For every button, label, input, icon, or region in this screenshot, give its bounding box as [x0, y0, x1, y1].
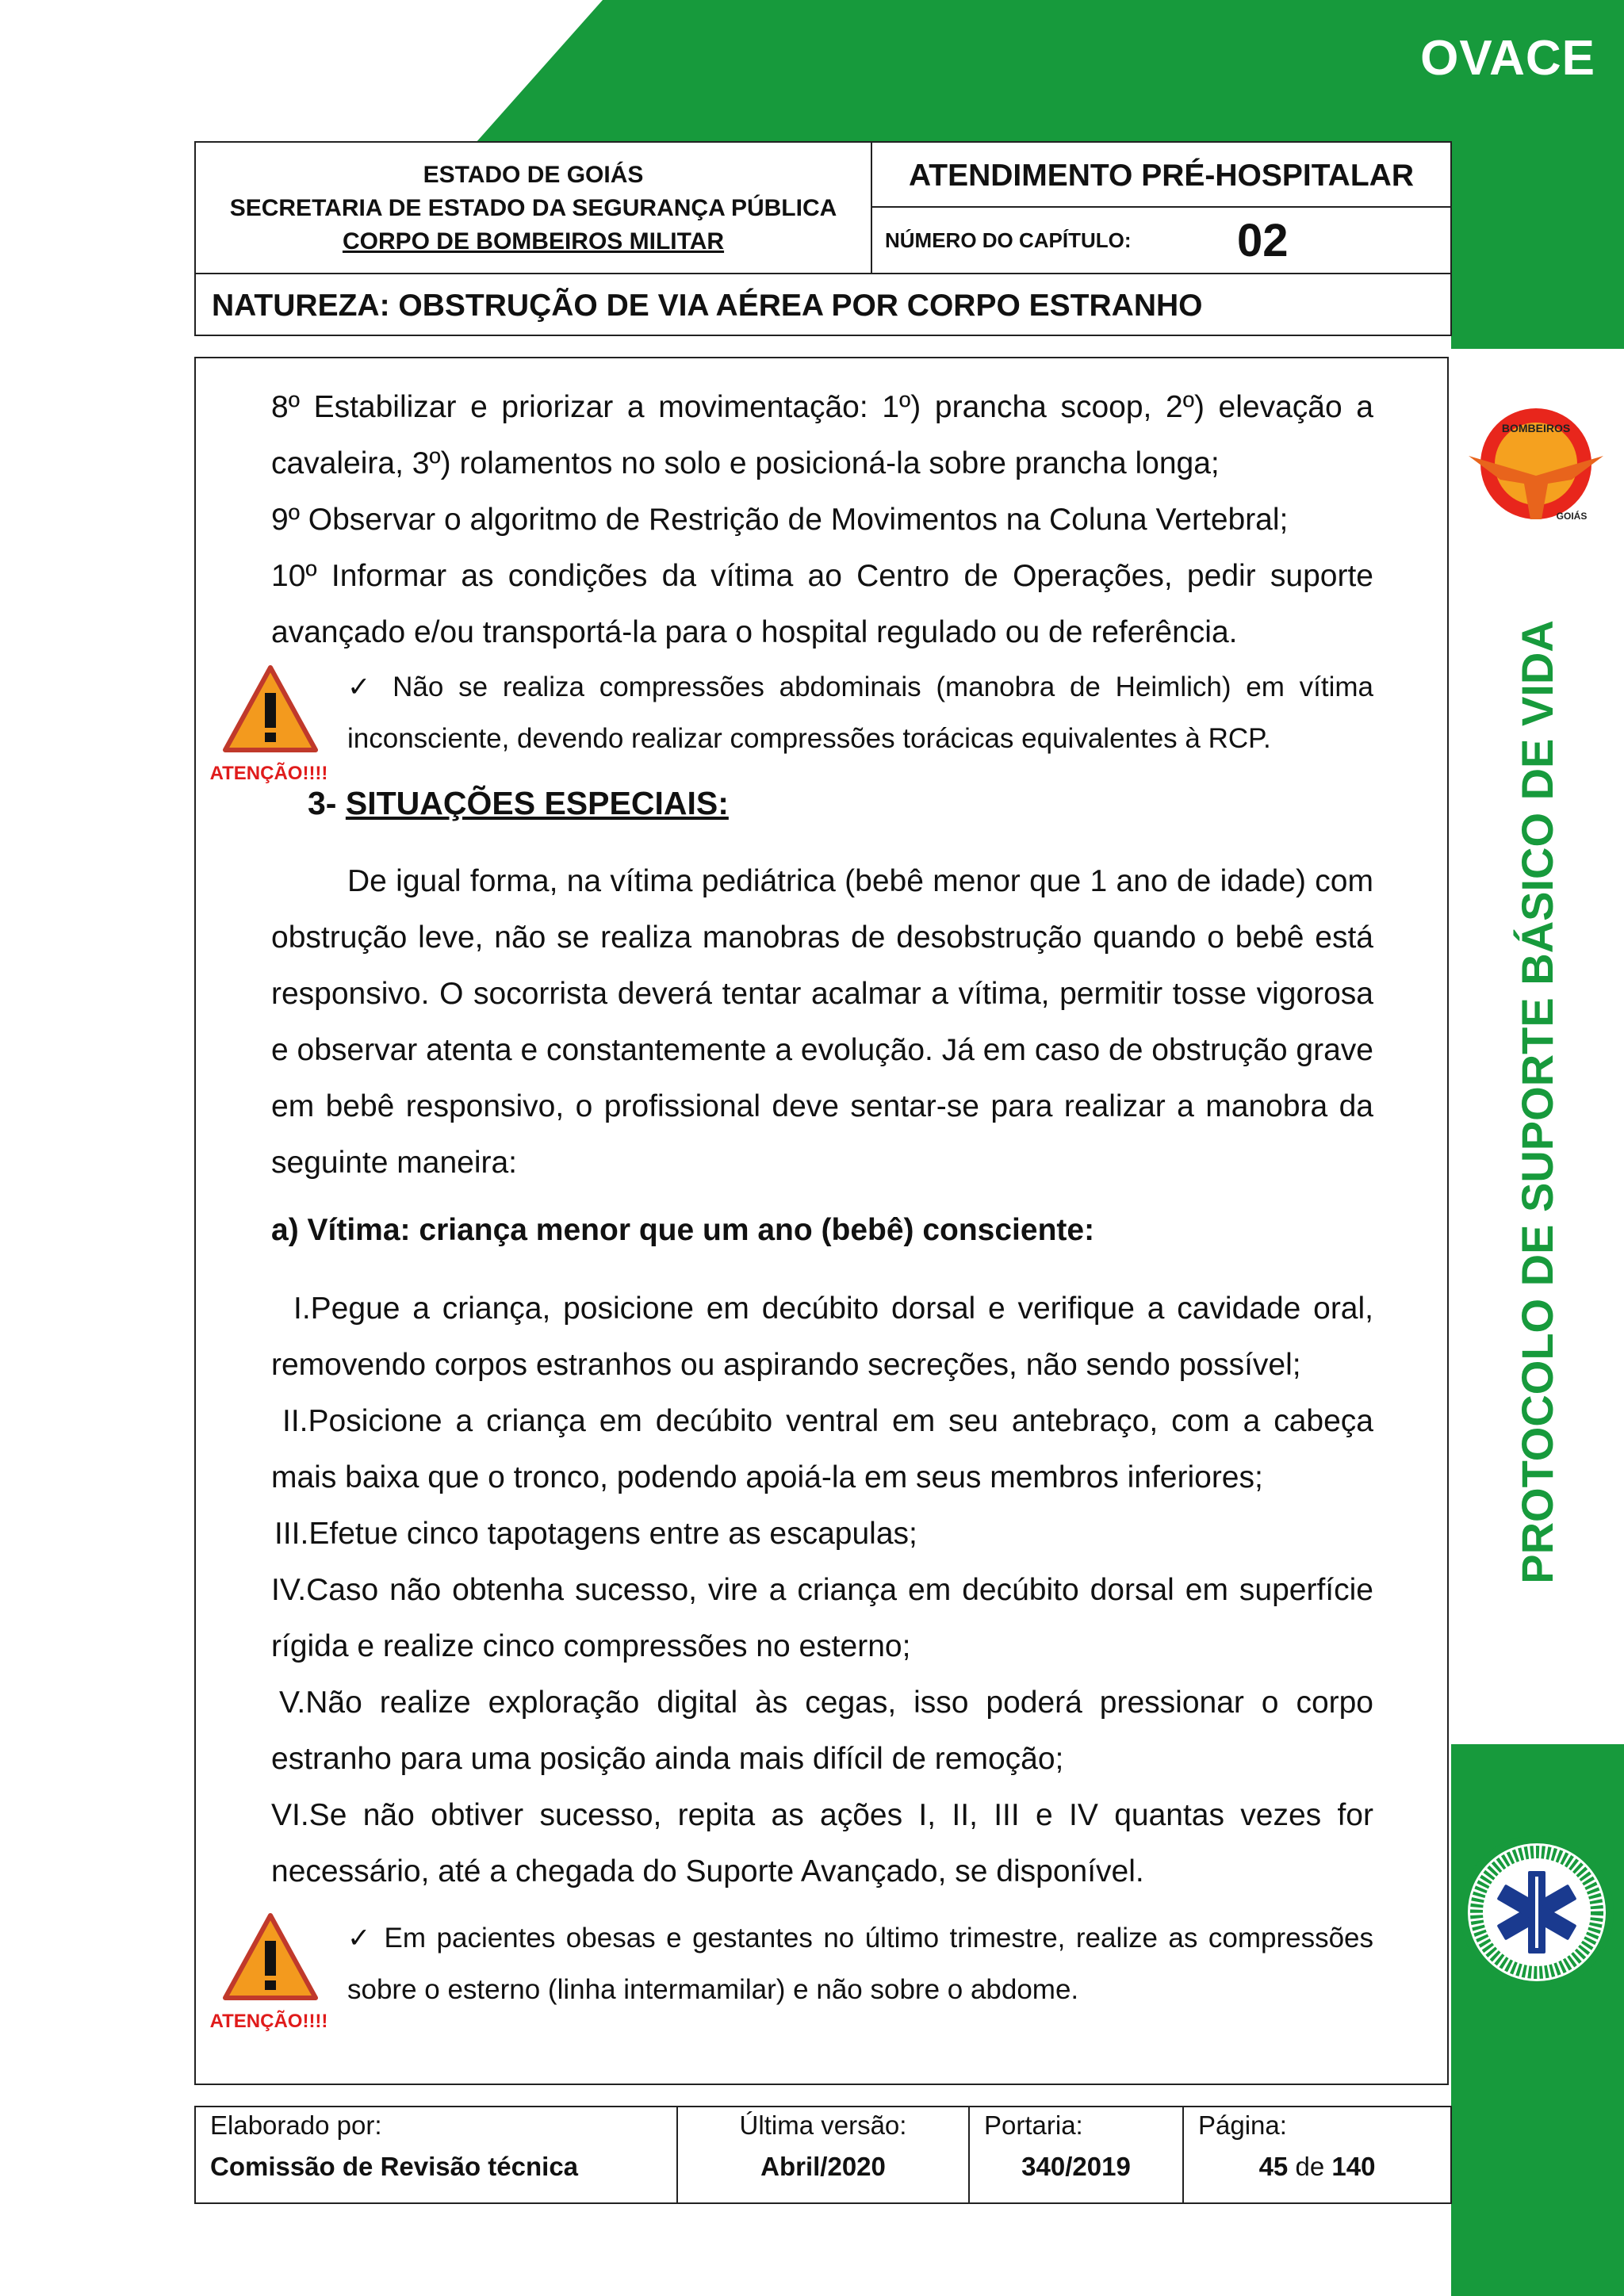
- maneuver-list: [271, 1280, 1373, 1900]
- footer-author: [195, 2107, 677, 2203]
- author-value: Comissão de Revisão técnica: [210, 2152, 579, 2181]
- page-current: 45: [1258, 2152, 1289, 2181]
- version-value: Abril/2020: [760, 2152, 886, 2181]
- warning-text: ✓ Não se realiza compressões abdominais (manobra de Heimlich) em vítima inconsciente, devendo realizar compressões torácicas equivalentes à RCP.: [347, 672, 1373, 754]
- subtitle: a) Vítima: criança menor que um ano (bebê) consciente:: [271, 1213, 1095, 1247]
- green-banner: [0, 0, 1624, 143]
- step-line: 10º Informar as condições da vítima ao Centro de Operações, pedir suporte: [271, 559, 1373, 593]
- step-line: 8º Estabilizar e priorizar a movimentação: 1º) prancha scoop, 2º) elevação a: [271, 390, 1373, 424]
- vertical-protocol-title: PROTOCOLO DE SUPORTE BÁSICO DE VIDA: [1512, 620, 1562, 1584]
- warning-icon: [219, 1911, 322, 2004]
- corner-title: OVACE: [1420, 31, 1595, 86]
- header-organization: [194, 141, 872, 274]
- warning-text: ✓ Em pacientes obesas e gestantes no último trimestre, realize as compressões sobre o esterno (linha intermamilar) e não sobre o abdome.: [347, 1923, 1373, 2005]
- footer-page: [1183, 2107, 1451, 2203]
- list-item: V.Não realize exploração digital às cegas, isso poderá pressionar o corpo estranho para uma posição ainda mais difícil de remoção;: [271, 1686, 1373, 1776]
- section-title: [308, 785, 729, 822]
- bombeiros-logo: [1453, 400, 1619, 531]
- warning-label: ATENÇÃO!!!!: [209, 2011, 328, 2032]
- section-number: 3-: [308, 785, 337, 821]
- footer-portaria: [969, 2107, 1183, 2203]
- natureza-title: NATUREZA: OBSTRUÇÃO DE VIA AÉREA POR CORPO ESTRANHO: [194, 273, 1452, 336]
- logo-text-bottom: GOIÁS: [1556, 511, 1588, 522]
- org-line-3: CORPO DE BOMBEIROS MILITAR: [342, 228, 725, 254]
- warning-label: ATENÇÃO!!!!: [209, 763, 328, 784]
- header-chapter: [871, 206, 1452, 274]
- list-item: VI.Se não obtiver sucesso, repita as ações I, II, III e IV quantas vezes for necessário, até a chegada do Suporte Avançado, se disponível.: [271, 1798, 1373, 1888]
- section-title-text: SITUAÇÕES ESPECIAIS:: [345, 785, 729, 821]
- list-item: II.Posicione a criança em decúbito ventral em seu antebraço, com a cabeça mais baixa que o tronco, podendo apoiá-la em seus membros inferiores;: [271, 1404, 1373, 1494]
- org-line-1: ESTADO DE GOIÁS: [423, 162, 644, 188]
- page-total: 140: [1331, 2152, 1376, 2181]
- warning-icon: [219, 663, 322, 756]
- page-label: Página:: [1198, 2110, 1287, 2140]
- list-item: I.Pegue a criança, posicione em decúbito dorsal e verifique a cavidade oral, removendo corpos estranhos ou aspirando secreções, não sendo possível;: [271, 1292, 1373, 1382]
- org-line-2: SECRETARIA DE ESTADO DA SEGURANÇA PÚBLICA: [229, 195, 837, 221]
- author-label: Elaborado por:: [210, 2110, 382, 2140]
- header-category: ATENDIMENTO PRÉ-HOSPITALAR: [871, 141, 1452, 208]
- list-item: III.Efetue cinco tapotagens entre as escapulas;: [274, 1517, 917, 1551]
- chapter-number: 02: [1237, 215, 1289, 266]
- page-of: de: [1295, 2152, 1325, 2181]
- chapter-label: NÚMERO DO CAPÍTULO:: [885, 228, 1132, 252]
- footer-version: [677, 2107, 969, 2203]
- portaria-value: 340/2019: [1021, 2152, 1131, 2181]
- list-item: IV.Caso não obtenha sucesso, vire a criança em decúbito dorsal em superfície rígida e realize cinco compressões no esterno;: [271, 1573, 1373, 1663]
- step-line: avançado e/ou transportá-la para o hospital regulado ou de referência.: [271, 615, 1238, 649]
- version-label: Última versão:: [739, 2110, 907, 2140]
- steps-top: [271, 379, 1373, 660]
- step-line: 9º Observar o algoritmo de Restrição de Movimentos na Coluna Vertebral;: [271, 503, 1289, 537]
- page-number: [1198, 2152, 1436, 2182]
- footer-table: [194, 2106, 1452, 2204]
- portaria-label: Portaria:: [984, 2110, 1083, 2140]
- step-line: cavaleira, 3º) rolamentos no solo e posicioná-la sobre prancha longa;: [271, 446, 1220, 480]
- logo-text-top: BOMBEIROS: [1501, 422, 1571, 434]
- star-of-life-logo: [1457, 1833, 1616, 1992]
- paragraph: De igual forma, na vítima pediátrica (bebê menor que 1 ano de idade) com obstrução leve, não se realiza manobras de desobstrução quando o bebê está responsivo. O socorrista deverá tentar acalmar a vítima, permitir tosse vigorosa e observar atenta e constantemente a evolução. Já em caso de obstrução grave em bebê responsivo, o profissional deve sentar-se para realizar a manobra da seguinte maneira:: [271, 864, 1373, 1180]
